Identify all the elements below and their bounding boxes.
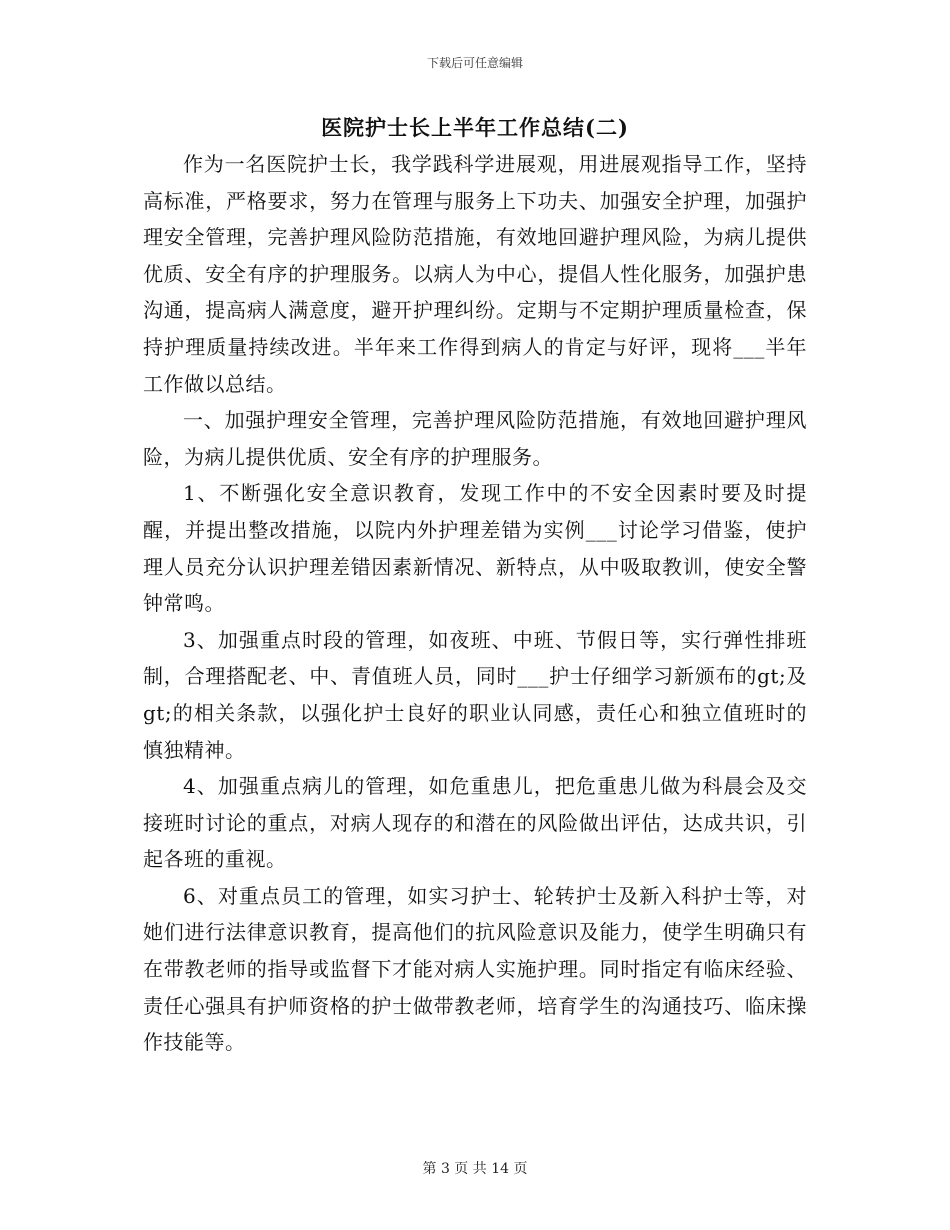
paragraph-intro: 作为一名医院护士长，我学践科学进展观，用进展观指导工作，坚持高标准，严格要求，努力在管理与服务上下功夫、加强安全护理，加强护理安全管理，完善护理风险防范措施，有效地回避护理风险，为病儿提供优质、安全有序的护理服务。以病人为中心，提倡人性化服务，加强护患沟通，提高病人满意度，避开护理纠纷。定期与不定期护理质量检查，保持护理质量持续改进。半年来工作得到病人的肯定与好评，现将___半年工作做以总结。 (143, 152, 807, 396)
paragraph-item-4: 4、加强重点病儿的管理，如危重患儿，把危重患儿做为科晨会及交接班时讨论的重点，对病人现存的和潜在的风险做出评估，达成共识，引起各班的重视。 (143, 774, 807, 872)
document-title: 医院护士长上半年工作总结(二) (321, 115, 629, 140)
paragraph-item-1: 1、不断强化安全意识教育，发现工作中的不安全因素时要及时提醒，并提出整改措施，以院内外护理差错为实例___讨论学习借鉴，使护理人员充分认识护理差错因素新情况、新特点，从中吸取教训，使安全警钟常鸣。 (143, 481, 807, 616)
paragraph-item-6: 6、对重点员工的管理，如实习护士、轮转护士及新入科护士等，对她们进行法律意识教育，提高他们的抗风险意识及能力，使学生明确只有在带教老师的指导或监督下才能对病人实施护理。同时指定有临床经验、责任心强具有护师资格的护士做带教老师，培育学生的沟通技巧、临床操作技能等。 (143, 883, 807, 1055)
paragraph-section-1: 一、加强护理安全管理，完善护理风险防范措施，有效地回避护理风险，为病儿提供优质、安全有序的护理服务。 (143, 408, 807, 469)
document-body (143, 146, 807, 1061)
paragraph-item-3: 3、加强重点时段的管理，如夜班、中班、节假日等，实行弹性排班制，合理搭配老、中、青值班人员，同时___护士仔细学习新颁布的gt;及gt;的相关条款，以强化护士良好的职业认同感，责任心和独立值班时的慎独精神。 (143, 627, 807, 762)
page-header: 下载后可任意编辑 (426, 56, 523, 70)
page-number: 第 3 页 共 14 页 (422, 1161, 528, 1177)
